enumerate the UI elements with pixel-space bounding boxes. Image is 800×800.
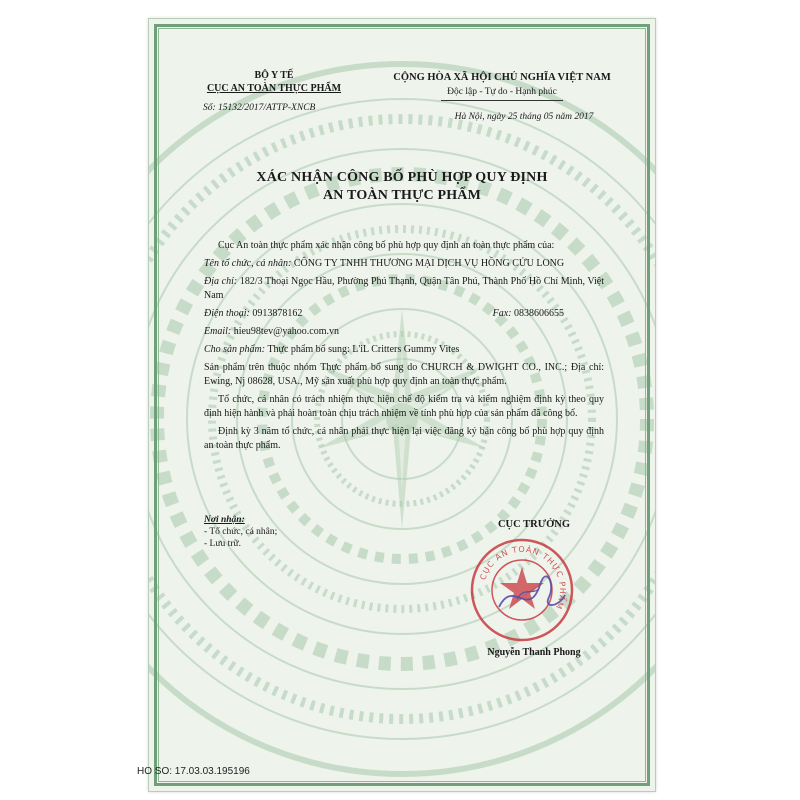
recipients-heading: Nơi nhận: <box>204 515 245 525</box>
fax-group <box>493 307 564 321</box>
recipient-item: - Tổ chức, cá nhân; <box>204 527 278 537</box>
address-label: Địa chỉ: <box>204 276 238 287</box>
responsibility-text: Tổ chức, cá nhân có trách nhiệm thực hiện chế độ kiểm tra và kiểm nghiệm định kỳ theo quy định hiện hành và phải hoàn toàn chịu trách nhiệm về tính phù hợp của sản phẩm đã công bố. <box>204 394 604 419</box>
department-name: CỤC AN TOÀN THỰC PHẨM <box>206 83 342 94</box>
phone-value: 0913878162 <box>252 308 303 319</box>
address-value: 182/3 Thoại Ngọc Hầu, Phường Phú Thạnh, Quận Tân Phú, Thành Phố Hồ Chí Minh, Việt Nam <box>204 276 605 301</box>
certificate-document <box>148 18 656 792</box>
manufacturer-text: Sản phẩm trên thuộc nhóm Thực phẩm bổ sung do CHURCH & DWIGHT CO., INC.; Địa chỉ: Ewing, Nj 08628, USA., Mỹ sản xuất phù hợp quy định an toàn thực phẩm. <box>204 362 604 387</box>
issue-date: Hà Nội, ngày 25 tháng 05 năm 2017 <box>454 112 594 122</box>
fax-label: Fax: <box>492 308 512 319</box>
phone-label: Điện thoại: <box>204 308 250 319</box>
fax-value: 0838606655 <box>514 308 564 319</box>
email-line <box>204 325 604 339</box>
issuer-header <box>179 69 369 95</box>
title-line-1: XÁC NHẬN CÔNG BỐ PHÙ HỢP QUY ĐỊNH <box>256 170 548 185</box>
document-number: Số: 15132/2017/ATTP-XNCB <box>203 103 316 113</box>
signer-title: CỤC TRƯỞNG <box>497 519 571 530</box>
email-value: hieu98tev@yahoo.com.vn <box>233 326 340 337</box>
title-line-2: AN TOÀN THỰC PHẨM <box>322 188 482 203</box>
renewal-text: Định kỳ 3 năm tổ chức, cá nhân phải thực hiện lại việc đăng ký bản công bố phù hợp quy định an toàn thực phẩm. <box>204 426 604 451</box>
organization-label: Tên tổ chức, cá nhân: <box>204 258 292 269</box>
national-motto: Độc lập - Tự do - Hạnh phúc <box>441 85 563 101</box>
product-line <box>204 343 604 357</box>
contact-line <box>204 307 604 321</box>
recipients-block <box>204 514 354 550</box>
document-title <box>169 169 635 205</box>
address-line <box>204 275 604 303</box>
organization-line <box>204 257 604 271</box>
document-body <box>204 239 604 457</box>
phone-group <box>204 307 302 321</box>
ministry-name: BỘ Y TẾ <box>254 70 294 81</box>
product-value: Thực phẩm bổ sung: L'iL Critters Gummy Vites <box>267 344 460 355</box>
product-label: Cho sản phẩm: <box>204 344 266 355</box>
intro-text: Cục An toàn thực phẩm xác nhận công bố phù hợp quy định an toàn thực phẩm của: <box>218 240 555 251</box>
nation-header <box>377 71 627 101</box>
official-red-stamp <box>469 537 575 643</box>
signer-name: Nguyễn Thanh Phong <box>487 647 581 658</box>
stamp-text: CỤC AN TOÀN THỰC PHẨM <box>478 544 568 612</box>
recipient-item: - Lưu trữ. <box>204 539 241 549</box>
organization-value: CÔNG TY TNHH THƯƠNG MẠI DỊCH VỤ HỒNG CỬU LONG <box>293 258 565 269</box>
email-label: Email: <box>204 326 232 337</box>
file-number-caption: HO SO: 17.03.03.195196 <box>137 766 250 777</box>
nation-name: CỘNG HÒA XÃ HỘI CHỦ NGHĨA VIỆT NAM <box>393 72 611 83</box>
